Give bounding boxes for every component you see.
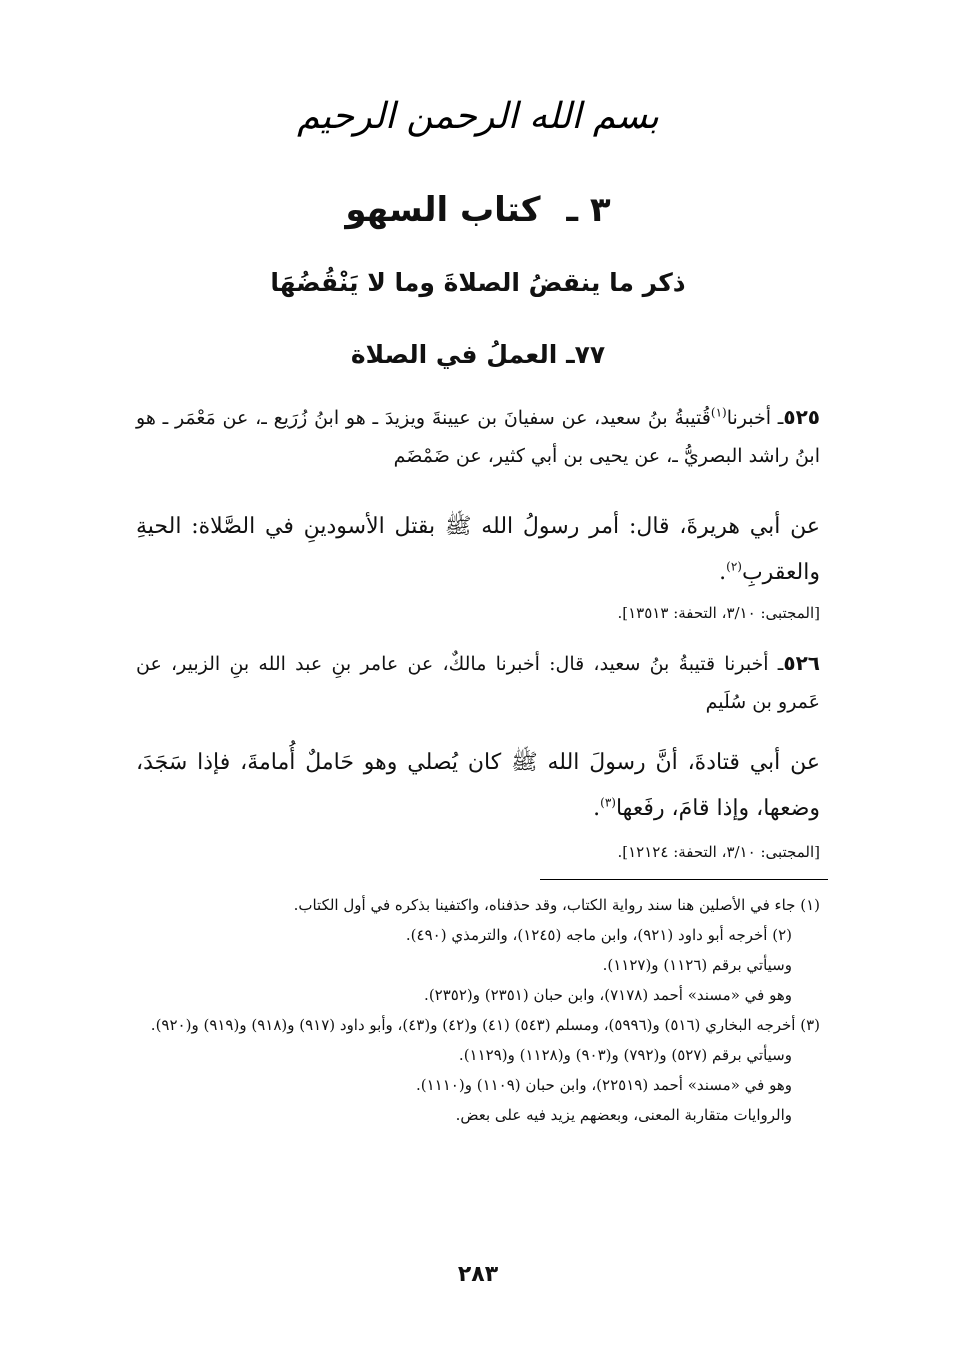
footnote-marker: (١) [710, 405, 727, 420]
footnote-3: (٣) أخرجه البخاري (٥١٦) و(٥٩٩٦)، ومسلم (٥٤٣) (٤١) و(٤٢) و(٤٣)، وأبو داود (٩١٧) و(٩١٨) و(٩١٩) و(٩٢٠). [150, 1016, 820, 1034]
matn-text: عن أبي قتادةَ، أنَّ رسولَ الله ﷺ كان يُصلي وهو حَاملٌ أُمامةَ، فإذا سَجَدَ، وضعها، وإذا قامَ، رفَعها [136, 750, 820, 821]
footnote-3-cont: والروايات متقاربة المعنى، وبعضهم يزيد فيه على بعض. [455, 1106, 792, 1124]
footnotes [136, 890, 820, 1130]
hadith-526-isnad [136, 644, 820, 721]
hadith-number: ٥٢٥ [783, 405, 820, 429]
footnote-1: (١) جاء في الأصلين هنا سند رواية الكتاب، وقد حذفناه، واكتفينا بذكره في أول الكتاب. [293, 896, 820, 914]
footnote-2: (٢) أخرجه أبو داود (٩٢١)، وابن ماجه (١٢٤٥)، والترمذي (٤٩٠). [405, 926, 792, 944]
isnad-text: ـ أخبرنا قتيبةُ بنُ سعيد، قال: أخبرنا مالكٌ، عن عامر بنِ عبد الله بنِ الزبير، عن عَمرو بن سُلَيم [136, 653, 820, 713]
page-number: ٢٨٣ [457, 1262, 499, 1287]
hadith-526-reference: [المجتبى: ٣/١٠، التحفة: ١٢١٢٤]. [617, 843, 820, 861]
footnote-2-cont: وسيأتي برقم (١١٢٦) و(١١٢٧). [602, 956, 792, 974]
book-title [0, 190, 956, 230]
footnote-divider [540, 879, 828, 880]
basmala-heading: بسم الله الرحمن الرحيم [297, 96, 659, 137]
chapter-title: ٧٧ـ العملُ في الصلاة [350, 340, 606, 369]
hadith-526-matn [136, 740, 820, 832]
footnote-marker: (٣) [600, 795, 616, 810]
footnote-3-cont: وهو في «مسند» أحمد (٢٢٥١٩)، وابن حبان (١١٠٩) و(١١١٠). [415, 1076, 792, 1094]
isnad-text: قُتيبةُ بنُ سعيد، عن سفيانَ بن عيينةَ ويزيدَ ـ هو ابنُ زُرَيع ـ، عن مَعْمَر ـ هو ابنُ راشد البصريُّ ـ، عن يحيى بن أبي كثير، عن ضَمْضَم [136, 407, 820, 467]
matn-end: . [593, 796, 601, 821]
matn-end: . [719, 560, 727, 585]
hadith-525-reference: [المجتبى: ٣/١٠، التحفة: ١٣٥١٣]. [617, 604, 820, 622]
isnad-text: ـ أخبرنا [726, 407, 784, 429]
hadith-525-matn [136, 504, 820, 596]
hadith-525-isnad [136, 398, 820, 475]
book-number: ٣ ـ [566, 190, 611, 230]
book-title-text: كتاب السهو [345, 190, 541, 230]
matn-text: عن أبي هريرةَ، قال: أمر رسولُ الله ﷺ بقتل الأسودينِ في الصَّلاة: الحيةِ والعقربِ [136, 514, 820, 585]
footnote-2-cont: وهو في «مسند» أحمد (٧١٧٨)، وابن حبان (٢٣٥١) و(٢٣٥٢). [424, 986, 792, 1004]
footnote-3-cont: وسيأتي برقم (٥٢٧) و(٧٩٢) و(٩٠٣) و(١١٢٨) و(١١٢٩). [458, 1046, 792, 1064]
hadith-number: ٥٢٦ [783, 651, 820, 675]
footnote-marker: (٢) [726, 559, 742, 574]
section-title: ذكر ما ينقضُ الصلاةَ وما لا يَنْقُضُهَا [270, 268, 686, 297]
